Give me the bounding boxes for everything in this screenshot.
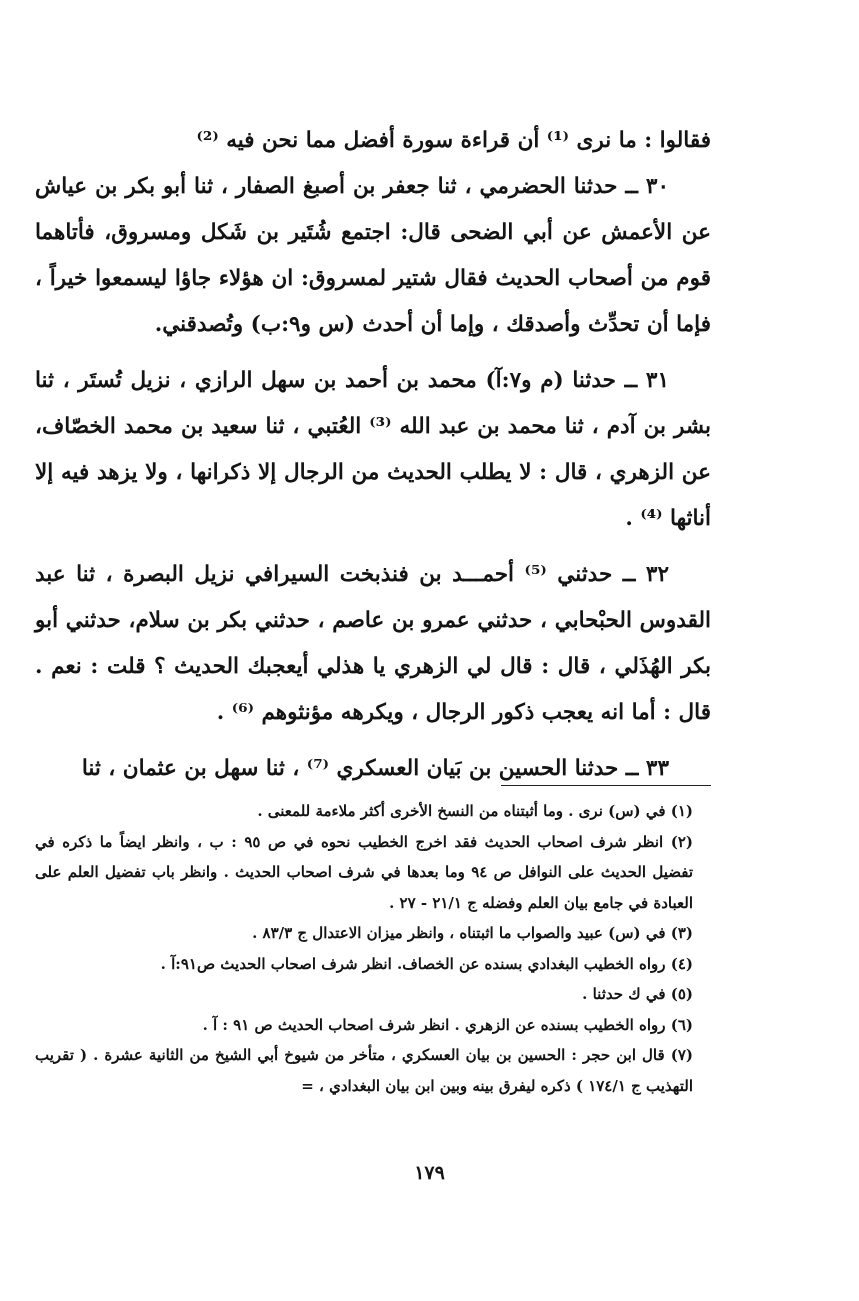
hadith-31: ٣١ ــ حدثنا (م و٧:آ) محمد بن أحمد بن سهل الرازي ، نزيل تُستَر ، ثنا بشر بن آدم ، ثنا محمد بن عبد الله ⁽³⁾ العُتبي ، ثنا سعيد بن محمد الخصّاف، عن الزهري ، قال : لا يطلب الحديث من الرجال إلا ذكرانها ، ولا يزهد فيه إلا أناثها ⁽⁴⁾ . bbox=[35, 368, 712, 531]
footnote-5: (٥) في ك حدثنا . bbox=[582, 985, 693, 1003]
paragraph-continuation: فقالوا : ما نرى ⁽¹⁾ أن قراءة سورة أفضل مما نحن فيه ⁽²⁾ bbox=[196, 128, 711, 153]
footnote-7: (٧) قال ابن حجر : الحسين بن بيان العسكري ، متأخر من شيوخ أبي الشيخ من الثانية عشرة . ( تقريب التهذيب ج ١٧٤/١ ) ذكره ليفرق بينه وبين ابن بيان البغدادي ، = bbox=[35, 1046, 693, 1095]
footnotes bbox=[35, 796, 711, 1101]
footnote-4: (٤) رواه الخطيب البغدادي بسنده عن الخصاف. انظر شرف اصحاب الحديث ص٩١:آ . bbox=[160, 954, 693, 973]
footnote-divider bbox=[501, 785, 711, 786]
page-number: ١٧٩ bbox=[414, 1162, 445, 1184]
main-text bbox=[35, 118, 711, 792]
footnote-6: (٦) رواه الخطيب بسنده عن الزهري . انظر شرف اصحاب الحديث ص ٩١ : آ . bbox=[202, 1015, 693, 1034]
footnote-1: (١) في (س) نرى . وما أثبتناه من النسخ الأخرى أكثر ملاءمة للمعنى . bbox=[257, 802, 693, 820]
hadith-33: ٣٣ ــ حدثنا الحسين بن بَيان العسكري ⁽⁷⁾ ، ثنا سهل بن عثمان ، ثنا bbox=[81, 756, 669, 781]
hadith-30: ٣٠ ــ حدثنا الحضرمي ، ثنا جعفر بن أصبغ الصفار ، ثنا أبو بكر بن عياش عن الأعمش عن أبي الضحى قال: اجتمع شُتَير بن شَكل ومسروق، فأتاهما قوم من أصحاب الحديث فقال شتير لمسروق: ان هؤلاء جاؤا ليسمعوا خيراً ، فإما أن تحدِّث وأصدقك ، وإما أن أحدث (س و٩:ب) وتُصدقني. bbox=[35, 174, 711, 337]
footnote-3: (٣) في (س) عبيد والصواب ما اثبتناه ، وانظر ميزان الاعتدال ج ٨٣/٣ . bbox=[252, 924, 693, 942]
footnote-2: (٢) انظر شرف اصحاب الحديث فقد اخرج الخطيب نحوه في ص ٩٥ : ب ، وانظر ايضاً ما ذكره في تفضيل الحديث على النوافل ص ٩٤ وما بعدها في شرف اصحاب الحديث . وانظر باب تفضيل العلم على العبادة في جامع بيان العلم وفضله ج ٢١/١ - ٢٧ . bbox=[35, 832, 694, 912]
hadith-32: ٣٢ ــ حدثني ⁽⁵⁾ أحمـــد بن فنذبخت السيرافي نزيل البصرة ، ثنا عبد القدوس الحبْحابي ، حدثني عمرو بن عاصم ، حدثني بكر بن سلام، حدثني أبو بكر الهُذَلي ، قال : قال لي الزهري يا هذلي أيعجبك الحديث ؟ قلت : نعم . قال : أما انه يعجب ذكور الرجال ، ويكرهه مؤنثوهم ⁽⁶⁾ . bbox=[35, 562, 711, 725]
